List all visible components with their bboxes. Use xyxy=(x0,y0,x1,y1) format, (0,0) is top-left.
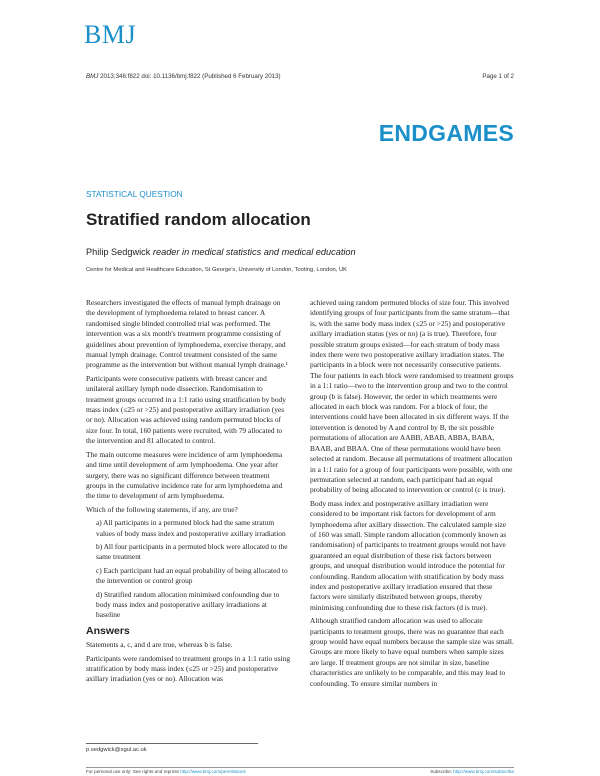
paragraph: Statements a, c, and d are true, whereas b is false. xyxy=(86,640,233,650)
statement-c: c) Each participant had an equal probability of being allocated to the intervention or control group xyxy=(96,565,288,586)
footer-subscribe xyxy=(430,769,514,774)
paragraph: The main outcome measures were incidence of arm lymphoedema and time until development of arm lymphoedema. One year after surgery, there was no significant difference between treatment groups in the cumulative incidence rate for arm lymphoedema and the time to development of arm lymphoedema. xyxy=(86,449,283,501)
article-category: STATISTICAL QUESTION xyxy=(86,189,183,199)
author-name: Philip Sedgwick xyxy=(86,247,151,257)
footnote-divider xyxy=(86,743,258,744)
citation-journal: BMJ xyxy=(86,73,99,80)
page-number: Page 1 of 2 xyxy=(482,73,514,80)
citation-line xyxy=(86,73,281,80)
author-line xyxy=(86,247,356,257)
paragraph: Researchers investigated the effects of manual lymph drainage on the development of lymphoedema related to breast cancer. A randomised single blinded controlled trial was performed. The intervention was a six month's treatment programme consisting of guidelines about prevention of lymphoedema, exercise therapy, and manual lymph drainage. Control treatment consisted of the same programme as the intervention but without manual lymph drainage.¹ xyxy=(86,298,288,370)
permissions-link[interactable]: http://www.bmj.com/permissions xyxy=(180,769,246,774)
footer-divider xyxy=(86,767,514,768)
answers-heading: Answers xyxy=(86,624,130,637)
footer-rights-text: For personal use only: See rights and reprints xyxy=(86,769,181,774)
body-column-left xyxy=(86,298,290,688)
statement-b: b) All four participants in a permuted block were allocated to the same treatment xyxy=(96,541,288,562)
footer-rights xyxy=(86,769,246,774)
footer-subscribe-text: Subscribe: xyxy=(430,769,454,774)
article-title: Stratified random allocation xyxy=(86,210,311,229)
statement-a: a) All participants in a permuted block had the same stratum values of body mass index and postoperative axillary irradiation xyxy=(96,518,286,538)
paragraph: Although stratified random allocation was used to allocate participants to treatment groups, there was no guarantee that each group would have equal numbers because the sample size was small. Groups are more likely to have equal numbers when sample sizes are large. If treatment groups are not similar in size, baseline characteristics are unlikely to be comparable, and this may lead to confounding. To ensure similar numbers in xyxy=(310,616,514,688)
question-prompt: Which of the following statements, if any, are true? xyxy=(86,504,238,514)
citation-details: 2013;346:f822 doi: 10.1136/bmj.f822 (Published 6 February 2013) xyxy=(98,73,281,80)
author-affiliation: Centre for Medical and Healthcare Education, St George's, University of London, Tooting, London, UK xyxy=(86,267,348,273)
author-role: reader in medical statistics and medical education xyxy=(150,247,356,257)
paragraph: Participants were consecutive patients with breast cancer and unilateral axillary lymph node dissection. Randomisation to treatment groups occurred in a 1:1 ratio using stratification by body mass index (≤25 or >25) and postoperative axillary irradiation (yes or no). Allocation was achieved using random permuted blocks of size four. In total, 160 patients were recruited, with 79 allocated to the intervention and 81 allocated to control. xyxy=(86,373,286,446)
body-column-right xyxy=(310,298,514,692)
paragraph: Body mass index and postoperative axillary irradiation were considered to be important risk factors for development of arm lymphoedema after axillary dissection. The calculated sample size of 160 was small. Simple random allocation (commonly known as randomisation) of participants to treatment groups would not have guaranteed an equal distribution of these risk factors between groups, and unequal distribution would introduce the potential for confounding. Random allocation with stratification by body mass index and postoperative axillary irradiation ensured that these factors were similarly distributed between groups, thereby minimising confounding due to these risk factors (d is true). xyxy=(310,498,507,612)
author-email: p.sedgwick@sgul.ac.uk xyxy=(86,747,147,753)
subscribe-link[interactable]: http://www.bmj.com/subscribe xyxy=(453,769,514,774)
paragraph: Participants were randomised to treatment groups in a 1:1 ratio using stratification by body mass index (≤25 or >25) and postoperative axillary irradiation (yes or no). Allocation was xyxy=(86,653,291,684)
section-title: ENDGAMES xyxy=(378,120,514,146)
paragraph: achieved using random permuted blocks of size four. This involved identifying groups of four participants from the same stratum—that is, with the same body mass index (≤25 or >25) and postoperative axillary irradiation status (yes or no) (a is true). Therefore, four possible stratum groups existed—for each stratum of body mass index there were two postoperative axillary irradiation states. The participants in a block were not necessarily consecutive patients. The four patients in each block were randomised to treatment groups in a 1:1 ratio—two to the intervention group and two to the control group (b is false). However, the order in which treatments were allocated in each block was random. For a block of four, the interventions could have been allocated in six different ways. If the intervention is denoted by A and control by B, the six possible permutations of allocation are AABB, ABAB, ABBA, BABA, BAAB, and BBAA. One of these permutations would have been selected at random. Because all permutations of treatment allocation in a 1:1 ratio for a group of four participants were possible, with one permutation selected at random, each participant had an equal probability of being allocated to intervention or control (c is true). xyxy=(310,298,514,495)
statement-d: d) Stratified random allocation minimised confounding due to body mass index and postoperative axillary irradiations at baseline xyxy=(96,589,280,620)
bmj-logo: BMJ xyxy=(84,20,137,49)
